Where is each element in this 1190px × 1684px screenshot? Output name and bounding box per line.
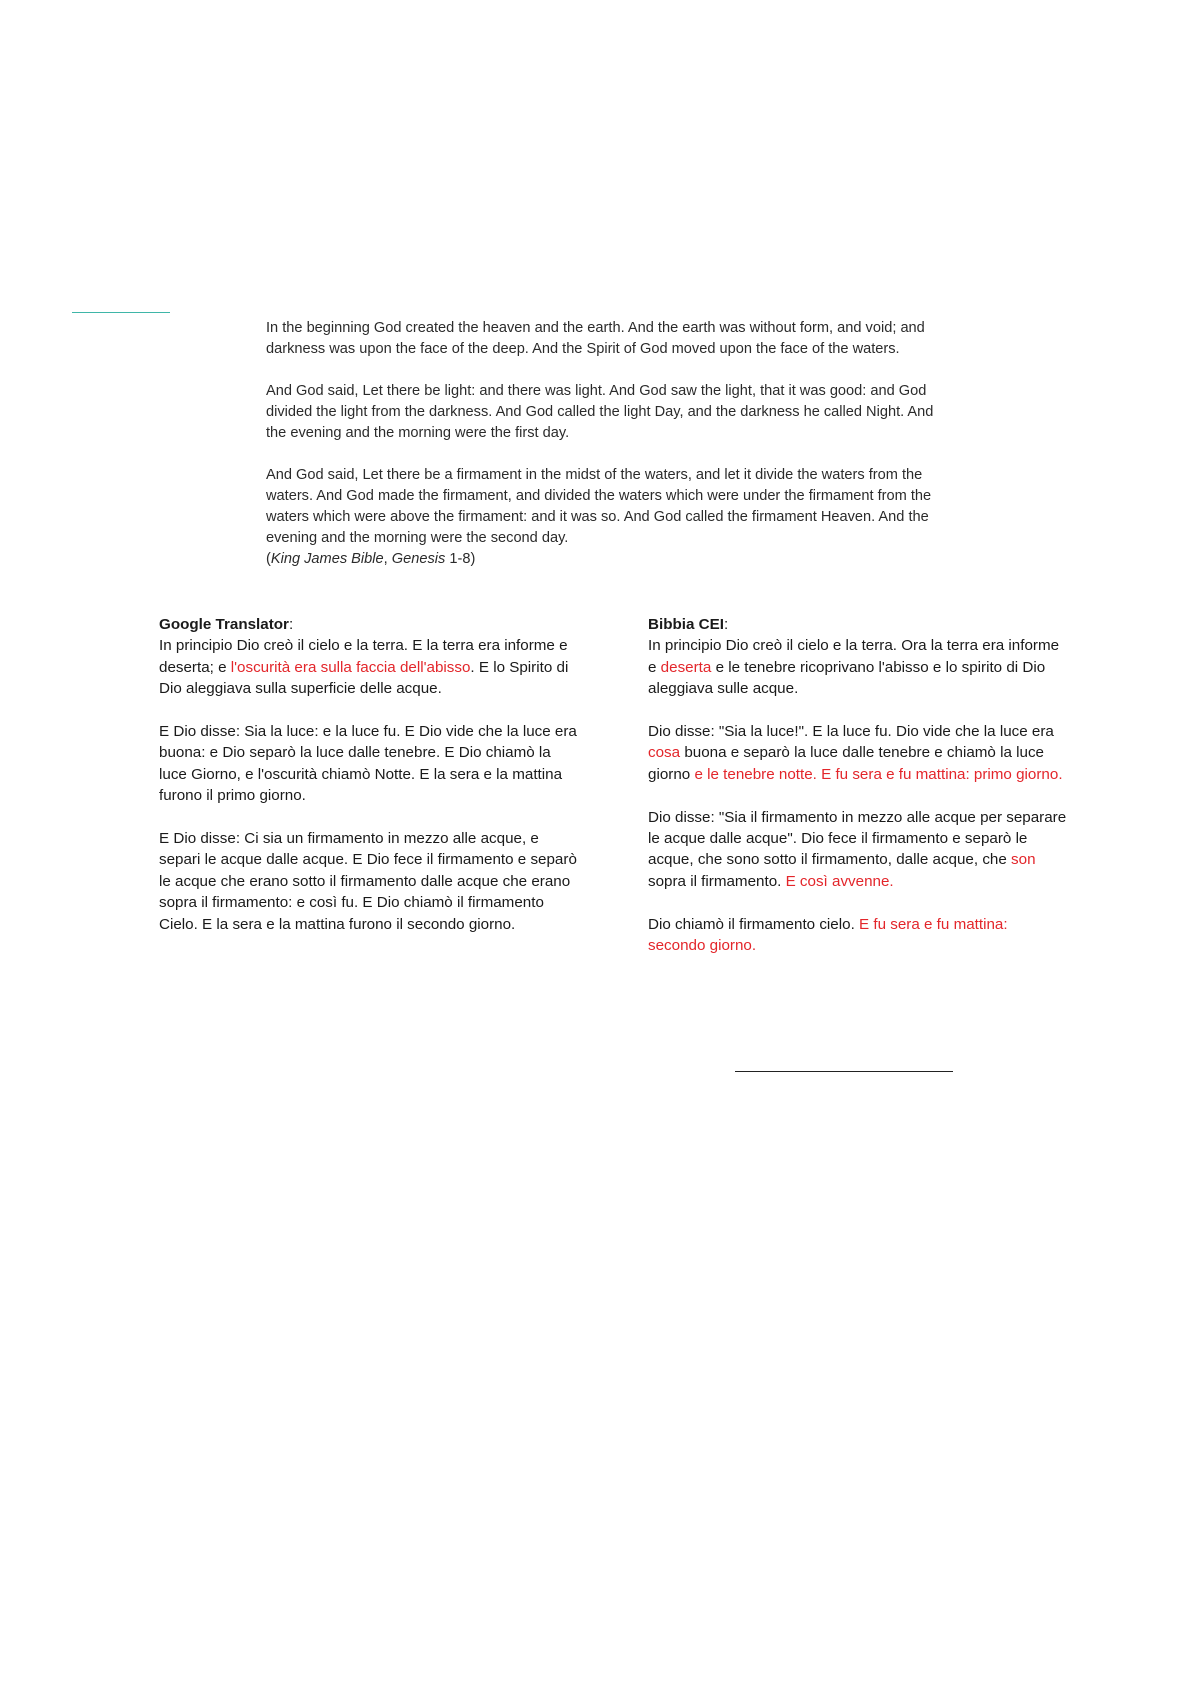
google-heading-line: Google Translator: [159,616,294,633]
kjv-paragraph-3 [266,465,946,570]
google-translator-column [159,614,579,956]
cei-paragraph-1: In principio Dio creò il cielo e la terra. Ora la terra era informe e deserta e le tenebre ricoprivano l'abisso e lo spirito di Dio aleggiava sulle acque. [648,637,1060,698]
google-paragraph-3: E Dio disse: Ci sia un firmamento in mezzo alle acque, e separi le acque dalle acque. E Dio fece il firmamento e separò le acque che erano sotto il firmamento dalle acque che erano sopra il firmamento: e così fu. E Dio chiamò il firmamento Cielo. E la sera e la mattina furono il secondo giorno. [159,830,577,933]
cei-highlight: deserta [660,658,712,676]
kjv-paragraph-1: In the beginning God created the heaven and the earth. And the earth was without form, and void; and darkness was upon the face of the deep. And the Spirit of God moved upon the face of the waters. [266,320,925,357]
kjv-citation: (King James Bible, Genesis 1-8) [266,551,476,567]
kjv-citation-source: King James Bible [270,551,384,567]
cei-paragraph-4: Dio chiamò il firmamento cielo. E fu sera e fu mattina: secondo giorno. [648,915,1008,955]
cei-heading-line: Bibbia CEI: [648,616,729,633]
cei-paragraph-3: Dio disse: "Sia il firmamento in mezzo alle acque per separare le acque dalle acque". Dio fece il firmamento e separò le acque, che sono sotto il firmamento, dalle acque, che son sopra il firmamento. E così avvenne. [648,808,1067,890]
cei-highlight: E fu sera e fu mattina: secondo giorno. [648,915,1008,955]
google-heading: Google Translator [159,616,289,633]
teal-header-rule [72,312,170,313]
cei-highlight: cosa [648,744,681,762]
bibbia-cei-column [648,614,1068,978]
google-paragraph-1: In principio Dio creò il cielo e la terra. E la terra era informe e deserta; e l'oscurità era sulla faccia dell'abisso. E lo Spirito di Dio aleggiava sulla superficie delle acque. [159,637,569,698]
cei-highlight: E così avvenne. [785,872,894,890]
cei-highlight: e le tenebre notte. E fu sera e fu mattina: primo giorno. [694,765,1063,783]
cei-heading: Bibbia CEI [648,616,724,633]
cei-paragraph-2: Dio disse: "Sia la luce!". E la luce fu. Dio vide che la luce era cosa buona e separò la luce dalle tenebre e chiamò la luce giorno e le tenebre notte. E fu sera e fu mattina: primo giorno. [648,723,1063,783]
cei-highlight: son [1011,851,1036,869]
google-highlight: l'oscurità era sulla faccia dell'abisso [230,658,471,676]
kjv-paragraph-3-text: And God said, Let there be a firmament in the midst of the waters, and let it divide the waters from the waters. And God made the firmament, and divided the waters which were under the firmament from the waters which were above the firmament: and it was so. And God called the firmament Heaven. And the evening and the morning were the second day. [266,467,932,546]
google-paragraph-2: E Dio disse: Sia la luce: e la luce fu. E Dio vide che la luce era buona: e Dio separò la luce dalle tenebre. E Dio chiamò la luce Giorno, e l'oscurità chiamò Notte. E la sera e la mattina furono il primo giorno. [159,723,577,805]
kjv-citation-book: Genesis [391,551,446,567]
signature-rule [735,1071,953,1072]
kjv-passage [266,318,946,570]
kjv-paragraph-2: And God said, Let there be light: and there was light. And God saw the light, that it was good: and God divided the light from the darkness. And God called the light Day, and the darkness he called Night. And the evening and the morning were the first day. [266,383,934,441]
